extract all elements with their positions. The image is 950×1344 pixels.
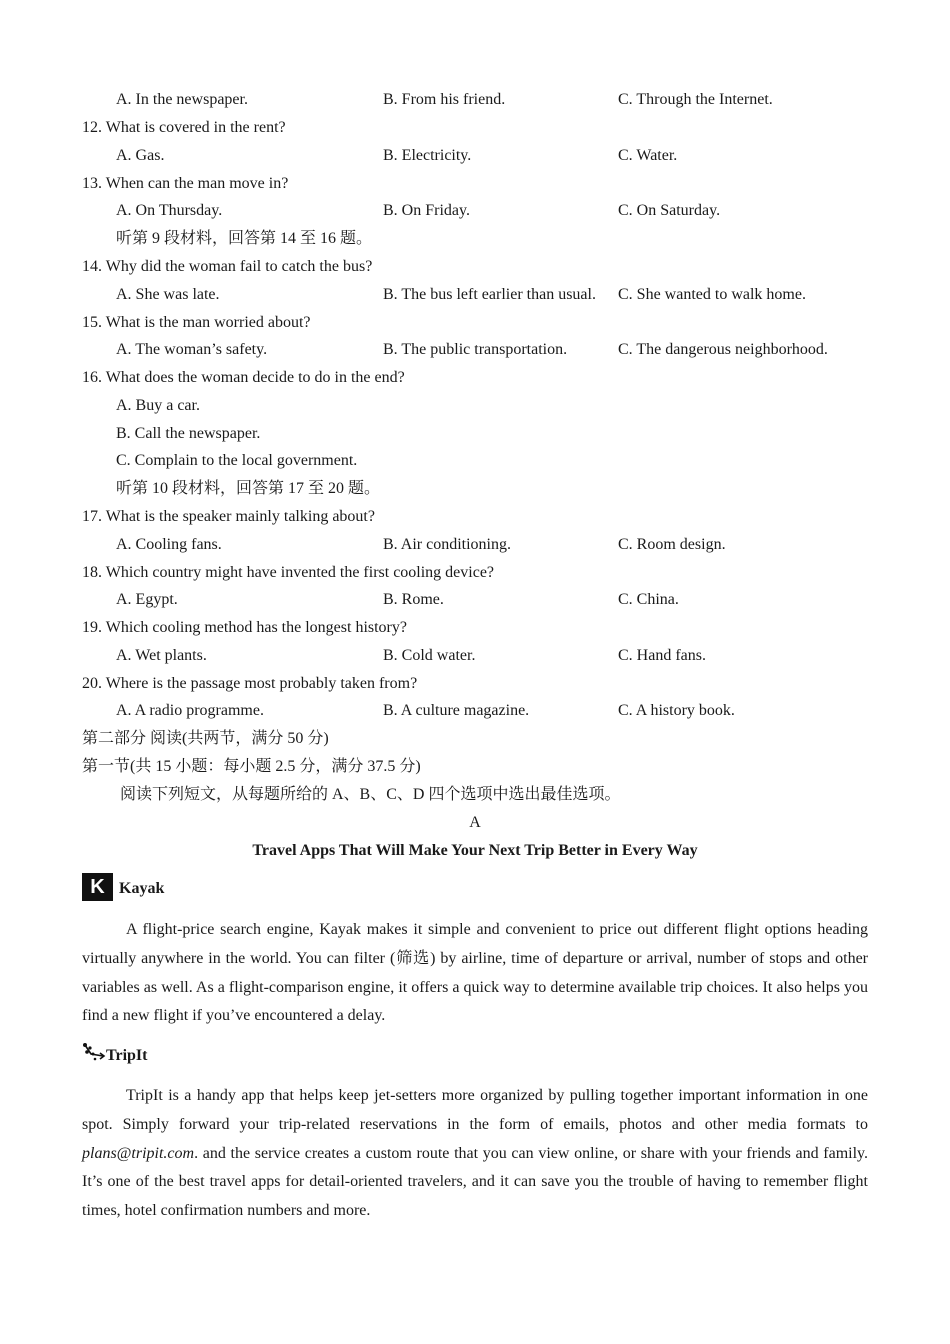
section-note-10: 听第 10 段材料，回答第 17 至 20 题。: [116, 480, 381, 497]
q12-option-c: C. Water.: [618, 147, 678, 164]
q14-option-c: C. She wanted to walk home.: [618, 286, 806, 303]
q13-option-a: A. On Thursday.: [116, 202, 223, 219]
q13-stem: 13. When can the man move in?: [82, 175, 289, 192]
q13-option-c: C. On Saturday.: [618, 202, 721, 219]
q16-option-b: B. Call the newspaper.: [116, 425, 261, 442]
tripit-text-before: TripIt is a handy app that helps keep jet-setters more organized by pulling together important information in one spot. Simply forward your trip-related reservations in the form of emails, photos and other media formats to: [82, 1087, 868, 1133]
tripit-heading: [82, 1032, 147, 1068]
q17-option-c: C. Room design.: [618, 536, 726, 553]
q13-option-b: B. On Friday.: [383, 202, 470, 219]
q19-option-c: C. Hand fans.: [618, 647, 706, 664]
q17-option-a: A. Cooling fans.: [116, 536, 222, 553]
q19-option-a: A. Wet plants.: [116, 647, 207, 664]
q19-option-b: B. Cold water.: [383, 647, 476, 664]
q20-option-b: B. A culture magazine.: [383, 702, 530, 719]
reading-instruction: 阅读下列短文，从每题所给的 A、B、C、D 四个选项中选出最佳选项。: [120, 786, 621, 803]
kayak-app-name: Kayak: [119, 880, 165, 897]
q11-option-b: B. From his friend.: [383, 91, 506, 108]
kayak-logo-icon: K: [82, 873, 113, 901]
q12-option-a: A. Gas.: [116, 147, 165, 164]
part2-heading: 第二部分 阅读(共两节，满分 50 分): [82, 730, 329, 747]
q15-option-c: C. The dangerous neighborhood.: [618, 341, 828, 358]
q11-option-c: C. Through the Internet.: [618, 91, 773, 108]
section1-heading: 第一节(共 15 小题：每小题 2.5 分，满分 37.5 分): [82, 758, 421, 775]
q15-stem: 15. What is the man worried about?: [82, 314, 311, 331]
q14-option-b: B. The bus left earlier than usual.: [383, 286, 596, 303]
q16-stem: 16. What does the woman decide to do in the end?: [82, 369, 405, 386]
passage-letter: A: [469, 814, 481, 831]
tripit-logo-icon: [82, 1042, 106, 1068]
q12-option-b: B. Electricity.: [383, 147, 472, 164]
q14-stem: 14. Why did the woman fail to catch the bus?: [82, 258, 373, 275]
q12-stem: 12. What is covered in the rent?: [82, 119, 286, 136]
kayak-heading: [82, 865, 164, 901]
q20-option-a: A. A radio programme.: [116, 702, 264, 719]
q18-option-a: A. Egypt.: [116, 591, 178, 608]
section-note-9: 听第 9 段材料，回答第 14 至 16 题。: [116, 230, 373, 247]
q15-option-a: A. The woman’s safety.: [116, 341, 268, 358]
tripit-paragraph: [82, 1082, 868, 1226]
q17-option-b: B. Air conditioning.: [383, 536, 511, 553]
q18-option-c: C. China.: [618, 591, 679, 608]
tripit-app-name: TripIt: [106, 1047, 148, 1064]
q15-option-b: B. The public transportation.: [383, 341, 568, 358]
q16-option-a: A. Buy a car.: [116, 397, 200, 414]
passage-title: Travel Apps That Will Make Your Next Trip Better in Every Way: [252, 842, 698, 859]
tripit-email: plans@tripit.com: [82, 1144, 195, 1162]
q14-option-a: A. She was late.: [116, 286, 220, 303]
tripit-text-after: . and the service creates a custom route that you can view online, or share with your friends and family. It’s one of the best travel apps for detail-oriented travelers, and it can save you the trouble of having to remember flight times, hotel confirmation numbers and more.: [82, 1144, 868, 1220]
kayak-paragraph: A flight-price search engine, Kayak makes it simple and convenient to price out different flight options heading virtually anywhere in the world. You can filter (筛选) by airline, time of departure or arrival, number of stops and other variables as well. As a flight-comparison engine, it offers a quick way to determine available trip choices. It also helps you find a new flight if you’ve encountered a delay.: [82, 921, 868, 1025]
q19-stem: 19. Which cooling method has the longest history?: [82, 619, 407, 636]
q16-option-c: C. Complain to the local government.: [116, 452, 358, 469]
q20-option-c: C. A history book.: [618, 702, 735, 719]
q20-stem: 20. Where is the passage most probably taken from?: [82, 675, 418, 692]
q18-option-b: B. Rome.: [383, 591, 444, 608]
q18-stem: 18. Which country might have invented the first cooling device?: [82, 564, 495, 581]
q17-stem: 17. What is the speaker mainly talking about?: [82, 508, 375, 525]
q11-option-a: A. In the newspaper.: [116, 91, 248, 108]
